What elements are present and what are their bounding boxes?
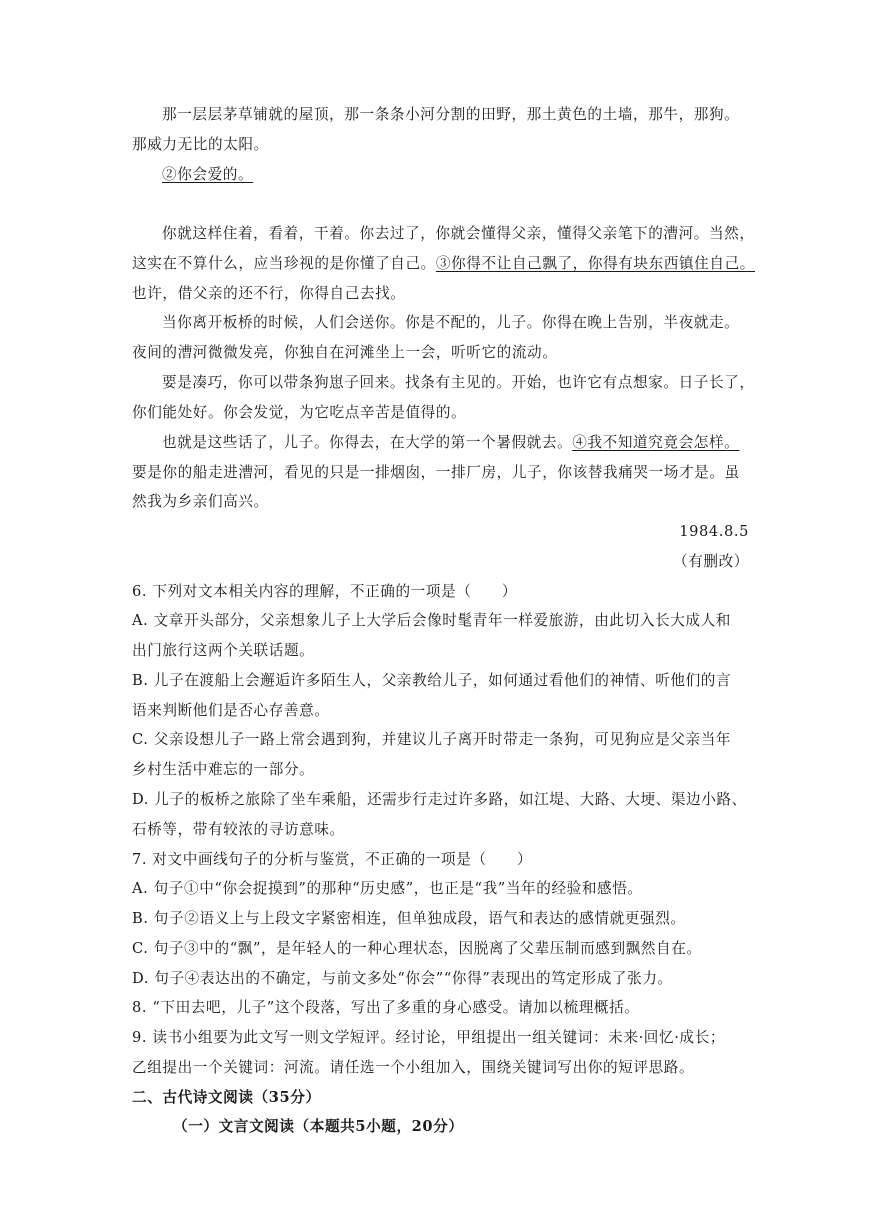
underlined-sentence-4: ④我不知道究竟会怎样。 [572, 434, 740, 451]
passage-p3-line2 [132, 254, 755, 274]
passage-p6-line1-plain: 也就是这些话了，儿子。你得去，在大学的第一个暑假就去。 [162, 434, 573, 451]
passage-p3-line1: 你就这样住着，看着，干着。你去过了，你就会懂得父亲，懂得父亲笔下的漕河。当然， [162, 225, 755, 242]
passage-p4-line1: 当你离开板桥的时候，人们会送你。你是不配的，儿子。你得在晚上告别，半夜就走。 [162, 314, 740, 331]
section-heading: 二、古代诗文阅读（35分） [132, 1089, 321, 1106]
q9-stem-line2: 乙组提出一个关键词：河流。请任选一个小组加入，围绕关键词写出你的短评思路。 [132, 1059, 695, 1076]
passage-p3-line3: 也许，借父亲的还不行，你得自己去找。 [132, 285, 406, 302]
q7-option-d: D. 句子④表达出的不确定，与前文多处“你会”“你得”表现出的笃定形成了张力。 [132, 970, 673, 987]
q8-stem: 8. “下田去吧，儿子”这个段落，写出了多重的身心感受。请加以梳理概括。 [132, 999, 640, 1016]
q6-option-c-line2: 乡村生活中难忘的一部分。 [132, 761, 315, 778]
passage-note: （有删改） [673, 553, 749, 570]
q9-stem-line1: 9. 读书小组要为此文写一则文学短评。经讨论，甲组提出一组关键词：未来·回忆·成长； [132, 1029, 726, 1046]
q6-option-c-line1: C. 父亲设想儿子一路上常会遇到狗，并建议儿子离开时带走一条狗，可见狗应是父亲当年 [132, 731, 732, 748]
passage-p5-line2: 你们能处好。你会发觉，为它吃点辛苦是值得的。 [132, 404, 467, 421]
q7-option-c: C. 句子③中的“飘”，是年轻人的一种心理状态，因脱离了父辈压制而感到飘然自在。 [132, 940, 702, 957]
q6-option-a-line1: A. 文章开头部分，父亲想象儿子上大学后会像时髦青年一样爱旅游，由此切入长大成人和 [132, 612, 731, 629]
passage-p1-line1: 那一层层茅草铺就的屋顶，那一条条小河分割的田野，那土黄色的土墙，那牛，那狗。 [162, 106, 740, 123]
q6-option-d-line2: 石桥等，带有较浓的寻访意味。 [132, 821, 345, 838]
q6-option-b-line2: 语来判断他们是否心存善意。 [132, 702, 330, 719]
passage-p3-line2-plain: 这实在不算什么，应当珍视的是你懂了自己。 [132, 255, 436, 272]
q6-stem: 6. 下列对文本相关内容的理解，不正确的一项是（ ） [132, 583, 518, 600]
q7-option-a: A. 句子①中“你会捉摸到”的那种“历史感”，也正是“我”当年的经验和感悟。 [132, 880, 643, 897]
passage-p1-line2: 那威力无比的太阳。 [132, 136, 269, 153]
passage-p6-line3: 然我为乡亲们高兴。 [132, 493, 269, 510]
q6-option-b-line1: B. 儿子在渡船上会邂逅许多陌生人，父亲教给儿子，如何通过看他们的神情、听他们的言 [132, 672, 732, 689]
passage-date: 1984.8.5 [679, 523, 749, 540]
underlined-sentence-2: ②你会爱的。 [162, 166, 254, 183]
q7-stem: 7. 对文中画线句子的分析与鉴赏，不正确的一项是（ ） [132, 851, 533, 868]
subsection-heading: （一）文言文阅读（本题共5小题，20分） [173, 1118, 464, 1135]
passage-p5-line1: 要是凑巧，你可以带条狗崽子回来。找条有主见的。开始，也许它有点想家。日子长了， [162, 374, 755, 391]
passage-p6-line1 [162, 433, 739, 453]
underlined-sentence-3: ③你得不让自己飘了，你得有块东西镇住自己。 [435, 255, 755, 272]
passage-p6-line2: 要是你的船走进漕河，看见的只是一排烟囱，一排厂房，儿子，你该替我痛哭一场才是。虽 [132, 464, 740, 481]
q6-option-d-line1: D. 儿子的板桥之旅除了坐车乘船，还需步行走过许多路，如江堤、大路、大埂、渠边小路、 [132, 791, 747, 808]
passage-p4-line2: 夜间的漕河微微发亮，你独自在河滩坐上一会，听听它的流动。 [132, 344, 558, 361]
q6-option-a-line2: 出门旅行这两个关联话题。 [132, 642, 315, 659]
q7-option-b: B. 句子②语义上与上段文字紧密相连，但单独成段，语气和表达的感情就更强烈。 [132, 910, 686, 927]
